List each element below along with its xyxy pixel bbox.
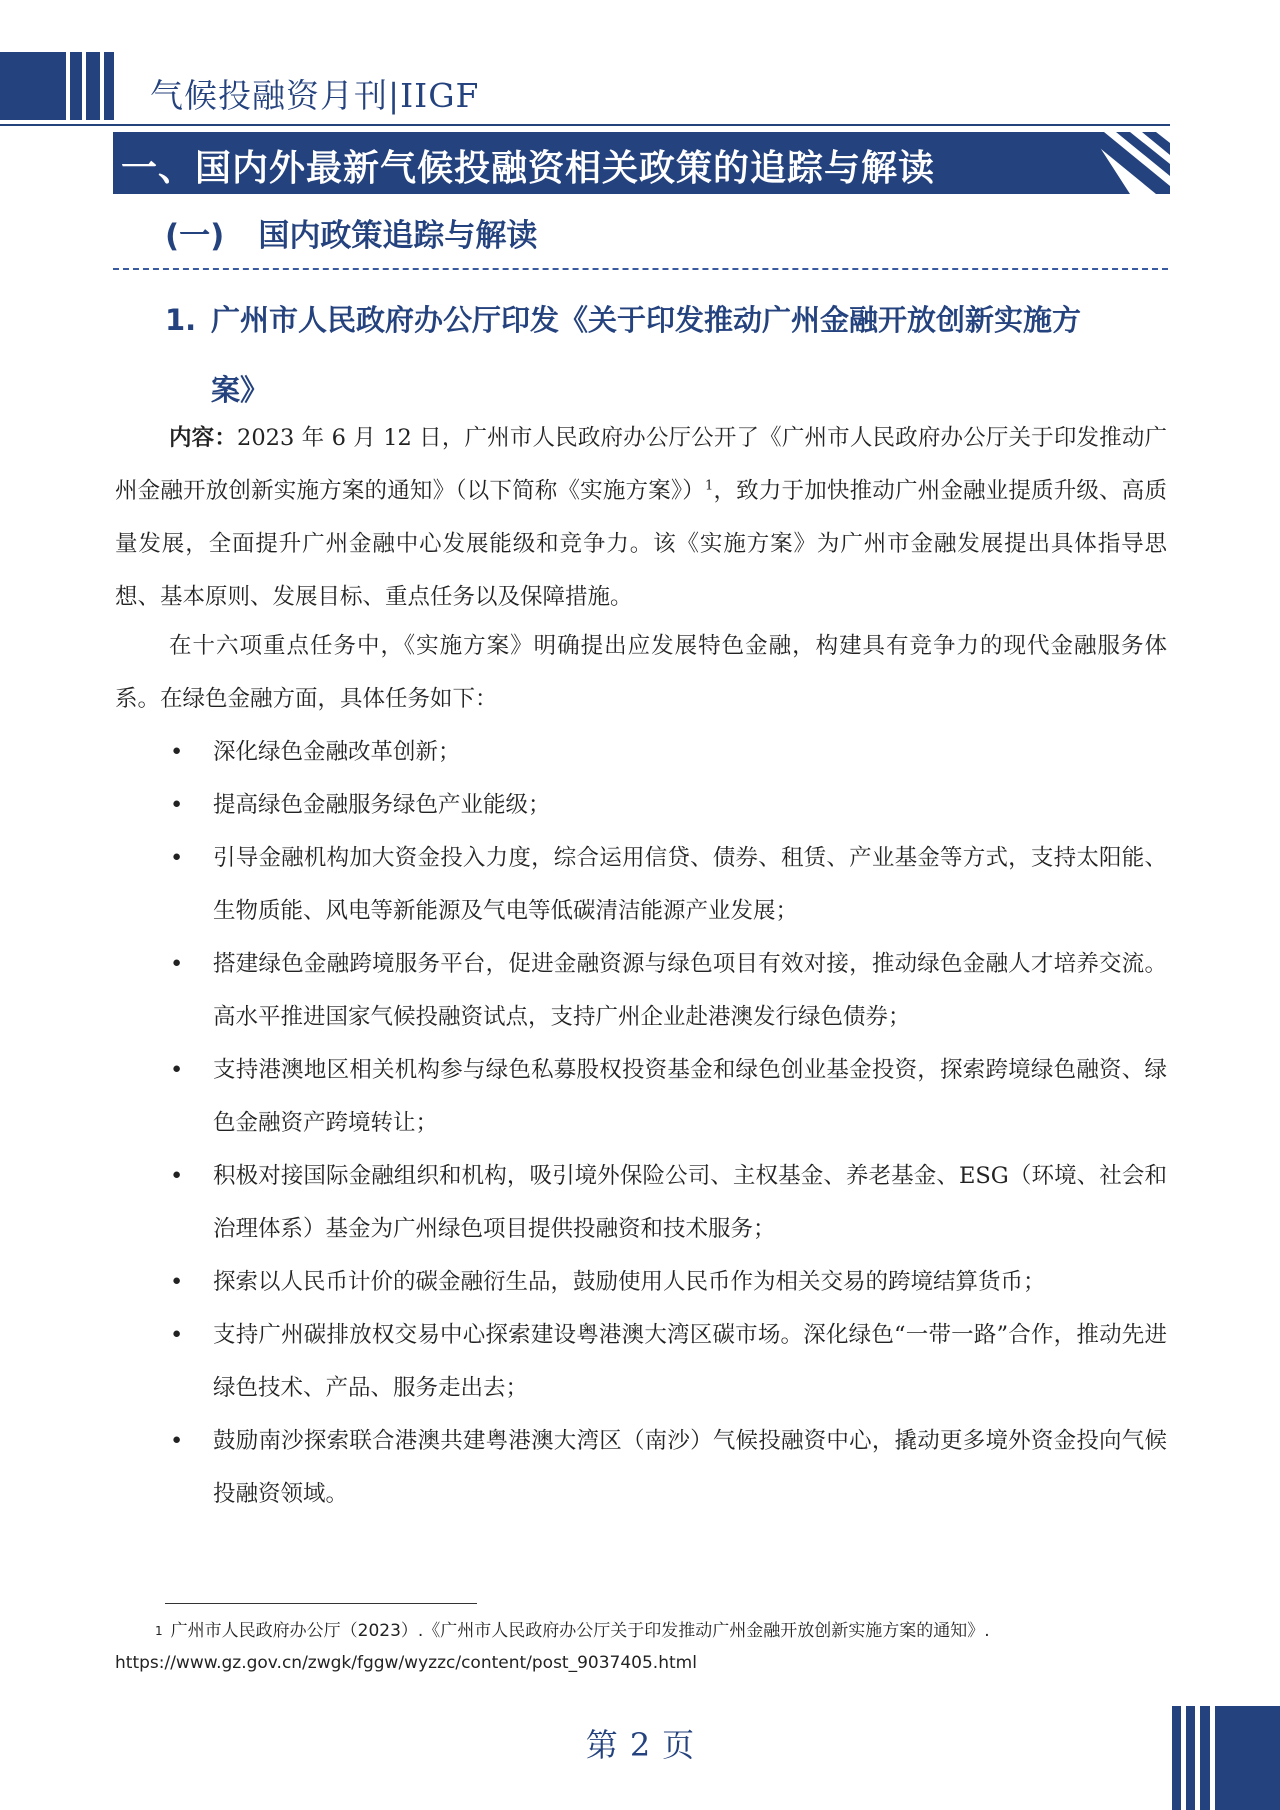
list-item: • 引导金融机构加大资金投入力度，综合运用信贷、债券、租赁、产业基金等方式，支持太阳能、生物质能、风电等新能源及气电等低碳清洁能源产业发展； [120, 832, 1167, 938]
bullet-dot: • [170, 1057, 184, 1083]
header-bar-4 [104, 52, 114, 120]
list-item: • 探索以人民币计价的碳金融衍生品，鼓励使用人民币作为相关交易的跨境结算货币； [120, 1256, 1167, 1309]
bullet-dot: • [170, 1269, 184, 1295]
footer-bar-3 [1200, 1706, 1210, 1810]
list-item: • 支持港澳地区相关机构参与绿色私募股权投资基金和绿色创业基金投资，探索跨境绿色融资、绿色金融资产跨境转让； [120, 1044, 1167, 1150]
header-bar-3 [86, 52, 100, 120]
footnote-mark: 1 [155, 1624, 163, 1638]
list-item: • 鼓励南沙探索联合港澳共建粤港澳大湾区（南沙）气候投融资中心，撬动更多境外资金投向气候投融资领域。 [120, 1415, 1167, 1521]
header-bar-2 [70, 52, 82, 120]
task-bullet-list [120, 726, 1167, 1521]
header-rule [0, 124, 1170, 126]
subsection-heading [165, 210, 537, 255]
bullet-dot: • [170, 1428, 184, 1454]
subsection-title: 国内政策追踪与解读 [258, 218, 538, 254]
footer-bar-4 [1215, 1706, 1280, 1810]
footnote-ref: 1 [705, 478, 714, 494]
footnote-url[interactable]: https://www.gz.gov.cn/zwgk/fggw/wyzzc/content/post_9037405.html [115, 1653, 697, 1673]
list-item: • 积极对接国际金融组织和机构，吸引境外保险公司、主权基金、养老基金、ESG（环境、社会和治理体系）基金为广州绿色项目提供投融资和技术服务； [120, 1150, 1167, 1256]
list-item: • 搭建绿色金融跨境服务平台，促进金融资源与绿色项目有效对接，推动绿色金融人才培养交流。高水平推进国家气候投融资试点，支持广州企业赴港澳发行绿色债券； [120, 938, 1167, 1044]
footnote [115, 1615, 1167, 1679]
bullet-dot: • [170, 792, 184, 818]
footer-bar-2 [1186, 1706, 1195, 1810]
list-item: • 深化绿色金融改革创新； [120, 726, 1167, 779]
magazine-title: 气候投融资月刊|IIGF [150, 76, 480, 115]
banner-stripes-decoration [1090, 132, 1170, 194]
bullet-dot: • [170, 1322, 184, 1348]
list-item: • 支持广州碳排放权交易中心探索建设粤港澳大湾区碳市场。深化绿色“一带一路”合作，推动先进绿色技术、产品、服务走出去； [120, 1309, 1167, 1415]
content-paragraph-2: 在十六项重点任务中，《实施方案》明确提出应发展特色金融，构建具有竞争力的现代金融服务体系。在绿色金融方面，具体任务如下： [115, 633, 1167, 712]
bullet-dot: • [170, 845, 184, 871]
bullet-dot: • [170, 1163, 184, 1189]
list-item: • 提高绿色金融服务绿色产业能级； [120, 779, 1167, 832]
subsection-number: (一) [165, 218, 225, 254]
item-title-line1: 广州市人民政府办公厅印发《关于印发推动广州金融开放创新实施方 [211, 303, 1082, 337]
footnote-text: 广州市人民政府办公厅（2023）.《广州市人民政府办公厅关于印发推动广州金融开放创新实施方案的通知》. [170, 1621, 990, 1641]
section-banner [113, 132, 1168, 194]
item-heading [165, 285, 1125, 425]
item-number: 1. [165, 303, 197, 337]
content-paragraph-1 [115, 412, 1167, 624]
content-label: 内容： [169, 425, 238, 451]
page-number: 第 2 页 [585, 1726, 695, 1764]
page-number-value: 2 [629, 1726, 651, 1764]
header-bar-1 [0, 52, 66, 120]
section-title: 一、国内外最新气候投融资相关政策的追踪与解读 [121, 148, 936, 189]
dashed-divider [113, 268, 1168, 270]
para1-text: 2023 年 6 月 12 日，广州市人民政府办公厅公开了《广州市人民政府办公厅关于印发推动广州金融开放创新实施方案的通知》（以下简称《实施方案》） [115, 425, 1167, 504]
bullet-dot: • [170, 951, 184, 977]
footer-bar-1 [1172, 1706, 1181, 1810]
para1-continued: ，致力于加快推动广州金融业提质升级、高质量发展，全面提升广州金融中心发展能级和竞争力。该《实施方案》为广州市金融发展提出具体指导思想、基本原则、发展目标、重点任务以及保障措施。 [115, 478, 1167, 610]
item-title-line2: 案》 [211, 373, 270, 407]
bullet-dot: • [170, 739, 184, 765]
footnote-rule [165, 1603, 477, 1604]
